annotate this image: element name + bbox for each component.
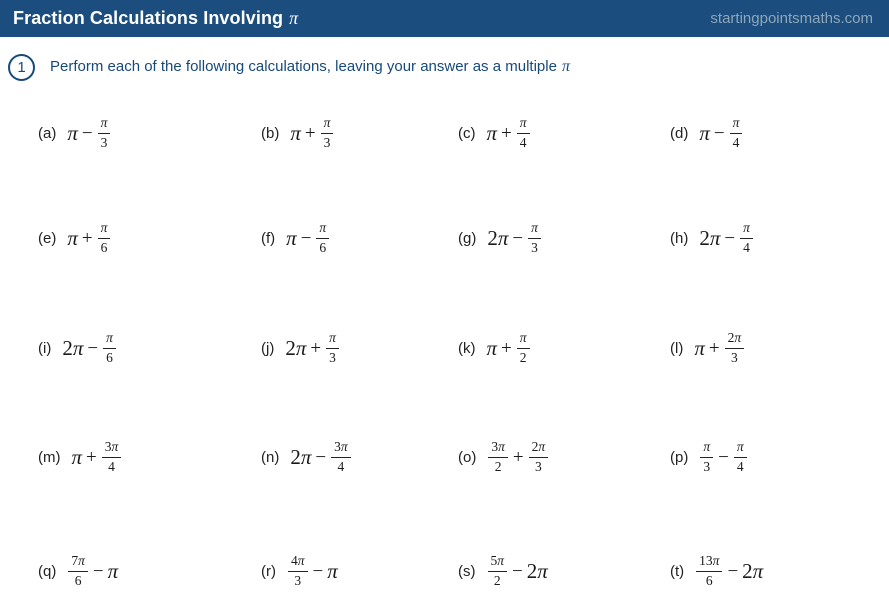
- fraction-denominator: 3: [329, 349, 336, 365]
- pi-symbol: π: [752, 558, 764, 583]
- problem-expression: [67, 115, 111, 150]
- problem-l: [670, 330, 889, 365]
- fraction-numerator: [740, 220, 753, 238]
- term: [107, 558, 119, 583]
- problem-b: [261, 115, 458, 150]
- operator: +: [501, 337, 512, 359]
- problem-expression: [285, 330, 340, 365]
- fraction-numerator: [316, 220, 329, 238]
- fraction: [696, 553, 722, 588]
- fraction-numerator: [730, 115, 743, 133]
- problem-expression: [699, 439, 747, 474]
- problems-grid: [0, 83, 889, 605]
- fraction: [528, 220, 541, 255]
- pi-symbol: π: [709, 225, 721, 250]
- term: 2π: [285, 335, 307, 360]
- problem-p: [670, 439, 889, 474]
- operator: −: [81, 122, 93, 144]
- fraction-denominator: 4: [743, 239, 750, 255]
- operator: −: [315, 446, 327, 468]
- problem-label: (h): [670, 229, 689, 247]
- term: 2π: [62, 335, 84, 360]
- problem-label: (p): [670, 448, 689, 466]
- fraction-numerator: 7π: [68, 553, 88, 571]
- problem-label: (d): [670, 124, 689, 142]
- fraction-numerator: [321, 115, 334, 133]
- fraction: [517, 330, 530, 365]
- pi-symbol: π: [323, 115, 331, 131]
- operator: −: [312, 560, 324, 582]
- fraction-denominator: 3: [534, 458, 542, 474]
- fraction-numerator: [98, 220, 111, 238]
- problem-label: (g): [458, 229, 477, 247]
- fraction-denominator: 3: [703, 458, 711, 474]
- term: 2π: [699, 225, 721, 250]
- operator: −: [727, 560, 739, 582]
- fraction: [700, 439, 713, 474]
- fraction-denominator: 4: [337, 458, 345, 474]
- problem-label: (k): [458, 339, 476, 357]
- fraction-numerator: 2π: [529, 439, 549, 457]
- problem-expression: [72, 439, 123, 474]
- problem-expression: [694, 330, 745, 365]
- term: [486, 120, 498, 145]
- pi-symbol: π: [497, 225, 509, 250]
- problem-label: (o): [458, 448, 477, 466]
- problem-o: [458, 439, 670, 474]
- pi-symbol: π: [300, 444, 312, 469]
- operator: −: [713, 122, 725, 144]
- pi-symbol: π: [340, 439, 348, 455]
- problem-label: (c): [458, 124, 476, 142]
- term: [67, 120, 78, 145]
- problem-r: [261, 553, 458, 588]
- pi-symbol: π: [732, 115, 740, 131]
- pi-symbol: π: [329, 330, 336, 346]
- header-bar: [0, 0, 889, 37]
- problem-label: (t): [670, 562, 685, 580]
- term: [699, 120, 710, 145]
- instruction-text: [50, 58, 570, 76]
- fraction-numerator: 2π: [725, 330, 745, 348]
- problem-label: (s): [458, 562, 476, 580]
- operator: +: [708, 337, 720, 359]
- fraction-numerator: [326, 330, 339, 348]
- fraction-denominator: 2: [494, 458, 502, 474]
- problem-expression: [699, 115, 743, 150]
- term: [290, 120, 301, 145]
- page-title: [13, 8, 298, 29]
- term: [71, 444, 83, 469]
- operator: −: [718, 446, 729, 468]
- fraction-denominator: 6: [100, 239, 108, 255]
- pi-symbol: π: [498, 439, 505, 455]
- operator: +: [86, 446, 97, 468]
- problem-label: (f): [261, 229, 276, 247]
- pi-symbol: π: [537, 558, 548, 583]
- fraction: [288, 553, 308, 588]
- pi-symbol: π: [78, 553, 85, 569]
- problem-label: (l): [670, 339, 684, 357]
- pi-symbol: π: [289, 8, 299, 28]
- problem-expression: [67, 220, 111, 255]
- fraction-denominator: 3: [323, 134, 331, 150]
- fraction-numerator: [98, 115, 111, 133]
- fraction-denominator: 3: [100, 134, 108, 150]
- fraction-numerator: 4π: [288, 553, 308, 571]
- fraction: [98, 220, 111, 255]
- problem-n: [261, 439, 458, 474]
- operator: +: [304, 122, 316, 144]
- pi-symbol: π: [100, 115, 108, 131]
- problem-expression: [290, 439, 351, 474]
- fraction: [740, 220, 753, 255]
- pi-symbol: π: [712, 553, 720, 569]
- fraction: [321, 115, 334, 150]
- fraction: [517, 115, 530, 150]
- problem-h: [670, 220, 889, 255]
- pi-symbol: π: [561, 58, 570, 75]
- fraction-numerator: 5π: [488, 553, 508, 571]
- fraction-denominator: 6: [705, 572, 713, 588]
- term: [286, 225, 297, 250]
- problem-expression: [487, 115, 531, 150]
- problem-t: [670, 553, 889, 588]
- term: [486, 335, 498, 360]
- problem-f: [261, 220, 458, 255]
- fraction-denominator: 3: [294, 572, 302, 588]
- fraction-numerator: 3π: [102, 439, 122, 457]
- fraction: [730, 115, 743, 150]
- pi-symbol: π: [703, 439, 711, 455]
- fraction-denominator: 4: [732, 134, 740, 150]
- pi-symbol: π: [531, 220, 538, 236]
- pi-symbol: π: [71, 444, 83, 469]
- fraction-numerator: [734, 439, 747, 457]
- problem-g: [458, 220, 670, 255]
- operator: −: [300, 227, 312, 249]
- problem-expression: [695, 553, 763, 588]
- problem-label: (r): [261, 562, 276, 580]
- pi-symbol: π: [694, 335, 705, 360]
- fraction: [316, 220, 329, 255]
- term: 2π: [742, 558, 764, 583]
- pi-symbol: π: [538, 439, 546, 455]
- problem-c: [458, 115, 670, 150]
- fraction-denominator: 4: [108, 458, 115, 474]
- problem-label: (i): [38, 339, 52, 357]
- fraction-numerator: [528, 220, 541, 238]
- pi-symbol: π: [497, 553, 505, 569]
- problem-expression: [699, 220, 754, 255]
- problem-label: (b): [261, 124, 280, 142]
- problem-i: [38, 330, 261, 365]
- problem-m: [38, 439, 261, 474]
- page-title-text: Fraction Calculations Involving: [13, 8, 284, 28]
- pi-symbol: π: [734, 330, 742, 346]
- problem-expression: [287, 553, 338, 588]
- operator: +: [501, 122, 512, 144]
- operator: +: [81, 227, 93, 249]
- fraction: [734, 439, 747, 474]
- fraction-denominator: 3: [531, 239, 538, 255]
- fraction: [103, 330, 116, 365]
- term: [67, 225, 78, 250]
- term: 2π: [526, 558, 548, 583]
- problem-expression: [286, 220, 330, 255]
- term: 2π: [487, 225, 509, 250]
- pi-symbol: π: [319, 220, 327, 236]
- term: 2π: [290, 444, 312, 469]
- operator: −: [92, 560, 104, 582]
- fraction-denominator: 6: [74, 572, 82, 588]
- site-url: startingpointsmaths.com: [710, 10, 873, 27]
- pi-symbol: π: [106, 330, 113, 346]
- pi-symbol: π: [286, 225, 297, 250]
- fraction-denominator: 6: [106, 349, 113, 365]
- pi-symbol: π: [67, 120, 78, 145]
- fraction: [68, 553, 88, 588]
- pi-symbol: π: [519, 115, 527, 131]
- fraction-denominator: 6: [319, 239, 327, 255]
- pi-symbol: π: [100, 220, 108, 236]
- question-number: 1: [17, 58, 26, 76]
- fraction: [331, 439, 351, 474]
- pi-symbol: π: [327, 558, 338, 583]
- problem-label: (a): [38, 124, 57, 142]
- fraction-numerator: [517, 330, 530, 348]
- fraction-numerator: 3π: [488, 439, 508, 457]
- problem-j: [261, 330, 458, 365]
- pi-symbol: π: [519, 330, 527, 346]
- fraction: [326, 330, 339, 365]
- instruction-row: [0, 37, 889, 81]
- problem-expression: [487, 220, 542, 255]
- pi-symbol: π: [290, 120, 301, 145]
- question-number-badge: [8, 54, 35, 81]
- fraction-denominator: 4: [519, 134, 527, 150]
- pi-symbol: π: [743, 220, 750, 236]
- operator: −: [512, 560, 523, 582]
- pi-symbol: π: [486, 120, 498, 145]
- problem-k: [458, 330, 670, 365]
- fraction-numerator: [517, 115, 530, 133]
- fraction-denominator: 2: [493, 572, 501, 588]
- problem-q: [38, 553, 261, 588]
- operator: −: [724, 227, 736, 249]
- pi-symbol: π: [295, 335, 307, 360]
- problem-expression: [290, 115, 334, 150]
- problem-label: (n): [261, 448, 280, 466]
- operator: −: [87, 337, 99, 359]
- fraction-denominator: 3: [730, 349, 738, 365]
- problem-expression: [487, 330, 531, 365]
- fraction-denominator: 4: [736, 458, 744, 474]
- problem-d: [670, 115, 889, 150]
- instruction-text-main: Perform each of the following calculations, leaving your answer as a multiple: [50, 58, 557, 75]
- problem-s: [458, 553, 670, 588]
- fraction: [102, 439, 122, 474]
- fraction-numerator: [700, 439, 713, 457]
- operator: +: [310, 337, 322, 359]
- pi-symbol: π: [736, 439, 744, 455]
- fraction: [529, 439, 549, 474]
- problem-expression: [67, 553, 118, 588]
- problem-label: (j): [261, 339, 275, 357]
- fraction-denominator: 2: [519, 349, 527, 365]
- pi-symbol: π: [107, 558, 119, 583]
- problem-expression: [62, 330, 117, 365]
- problem-expression: [487, 553, 548, 588]
- operator: −: [512, 227, 524, 249]
- fraction: [98, 115, 111, 150]
- problem-label: (m): [38, 448, 61, 466]
- operator: +: [512, 446, 524, 468]
- problem-expression: [487, 439, 549, 474]
- pi-symbol: π: [486, 335, 498, 360]
- pi-symbol: π: [67, 225, 78, 250]
- fraction: [725, 330, 745, 365]
- problem-a: [38, 115, 261, 150]
- fraction-numerator: 3π: [331, 439, 351, 457]
- fraction: [488, 439, 508, 474]
- pi-symbol: π: [72, 335, 84, 360]
- problem-label: (e): [38, 229, 57, 247]
- fraction: [488, 553, 508, 588]
- problem-label: (q): [38, 562, 57, 580]
- fraction-numerator: 13π: [696, 553, 722, 571]
- pi-symbol: π: [111, 439, 119, 455]
- pi-symbol: π: [297, 553, 305, 569]
- term: [694, 335, 705, 360]
- problem-e: [38, 220, 261, 255]
- pi-symbol: π: [699, 120, 710, 145]
- term: [327, 558, 338, 583]
- fraction-numerator: [103, 330, 116, 348]
